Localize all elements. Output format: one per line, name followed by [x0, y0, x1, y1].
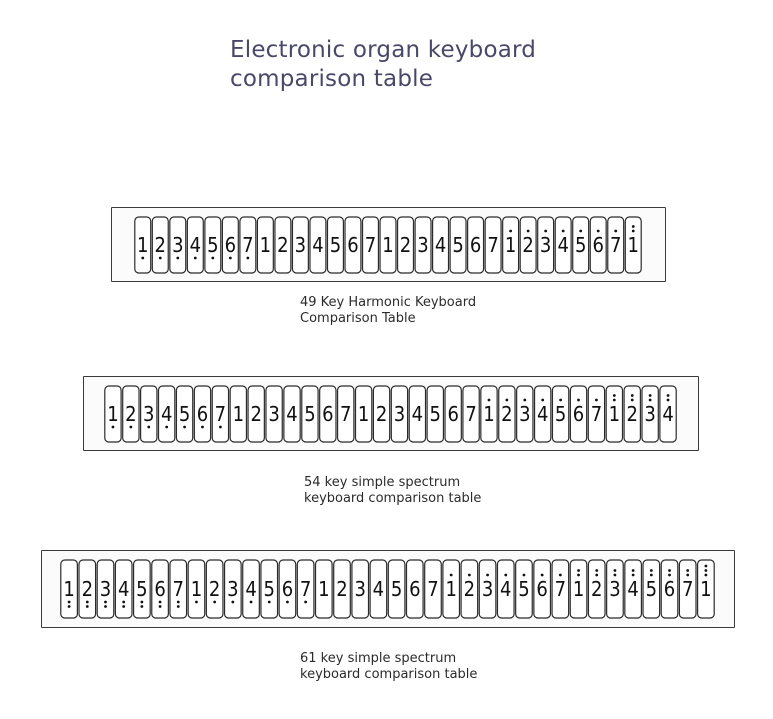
- key-number: 5: [178, 401, 191, 426]
- octave-dot-below: [195, 600, 198, 603]
- octave-dot-below: [176, 256, 179, 259]
- key-number: 2: [125, 401, 137, 426]
- key-number: 2: [399, 232, 412, 257]
- octave-dot-above: [668, 573, 671, 576]
- keys-svg-54: [84, 378, 697, 450]
- octave-dot-below: [104, 600, 107, 603]
- key: [415, 217, 431, 273]
- key: [517, 386, 533, 442]
- key: [284, 386, 300, 442]
- key: [230, 386, 246, 442]
- key-number: 7: [242, 232, 254, 257]
- key: [380, 217, 396, 273]
- key: [450, 217, 466, 273]
- key-number: 2: [501, 401, 513, 426]
- key: [642, 386, 658, 442]
- key: [123, 386, 139, 442]
- caption-49: [300, 295, 476, 327]
- key-number: 6: [447, 401, 459, 426]
- octave-dot-below: [86, 605, 89, 608]
- key: [433, 217, 449, 273]
- octave-dot-below: [122, 605, 125, 608]
- octave-dot-above: [577, 398, 580, 401]
- key: [327, 217, 343, 273]
- key: [443, 560, 460, 618]
- octave-dot-above: [559, 573, 562, 576]
- octave-dot-below: [159, 600, 162, 603]
- key-number: 4: [372, 576, 385, 601]
- octave-dot-above: [595, 573, 598, 576]
- key-number: 3: [393, 401, 406, 426]
- key: [212, 386, 228, 442]
- key-number: 6: [409, 576, 421, 601]
- key-number: 4: [500, 576, 512, 601]
- key: [535, 386, 551, 442]
- octave-dot-above: [649, 394, 652, 397]
- key-number: 7: [609, 232, 622, 257]
- title-line-2: comparison table: [230, 66, 434, 92]
- key: [370, 560, 387, 618]
- octave-dot-above: [705, 573, 708, 576]
- key: [425, 560, 442, 618]
- key: [243, 560, 260, 618]
- key-number: 4: [189, 232, 202, 257]
- octave-dot-above: [705, 569, 708, 572]
- key-number: 4: [245, 576, 257, 601]
- key: [320, 386, 336, 442]
- octave-dot-above: [613, 394, 616, 397]
- octave-dot-below: [213, 600, 216, 603]
- key: [625, 217, 641, 273]
- key-number: 1: [382, 232, 394, 257]
- key-number: 1: [259, 232, 272, 257]
- key: [135, 217, 151, 273]
- key-number: 3: [172, 232, 184, 257]
- octave-dot-above: [667, 394, 670, 397]
- octave-dot-below: [286, 600, 289, 603]
- key-number: 3: [519, 401, 531, 426]
- key-number: 2: [522, 232, 534, 257]
- octave-dot-above: [632, 573, 635, 576]
- key-number: 5: [429, 401, 441, 426]
- key: [373, 386, 389, 442]
- octave-dot-above: [527, 229, 530, 232]
- octave-dot-above: [523, 398, 526, 401]
- key-number: 3: [609, 576, 621, 601]
- octave-dot-above: [488, 398, 491, 401]
- octave-dot-above: [562, 229, 565, 232]
- caption-54-line-1: 54 key simple spectrum: [304, 475, 461, 490]
- octave-dot-below: [104, 605, 107, 608]
- key-number: 1: [700, 576, 712, 601]
- key-number: 1: [608, 401, 621, 426]
- octave-dot-below: [177, 605, 180, 608]
- octave-dot-below: [140, 605, 143, 608]
- octave-dot-above: [650, 569, 653, 572]
- octave-dot-above: [541, 398, 544, 401]
- caption-54-line-2: keyboard comparison table: [304, 491, 482, 506]
- octave-dot-below: [140, 600, 143, 603]
- octave-dot-below: [68, 600, 71, 603]
- key: [461, 560, 478, 618]
- key: [345, 217, 361, 273]
- octave-dot-above: [614, 229, 617, 232]
- key: [334, 560, 351, 618]
- octave-dot-above: [523, 573, 526, 576]
- key: [61, 560, 78, 618]
- key: [570, 560, 587, 618]
- key-number: 5: [263, 576, 275, 601]
- key: [248, 386, 264, 442]
- key-number: 5: [136, 576, 148, 601]
- key-number: 2: [375, 401, 388, 426]
- octave-dot-above: [450, 573, 453, 576]
- key: [679, 560, 696, 618]
- key: [391, 386, 407, 442]
- key-number: 7: [681, 576, 694, 601]
- octave-dot-above: [541, 573, 544, 576]
- key: [97, 560, 114, 618]
- key: [463, 386, 479, 442]
- octave-dot-above: [668, 569, 671, 572]
- key-number: 2: [591, 576, 603, 601]
- key-number: 1: [445, 576, 457, 601]
- key-number: 5: [304, 401, 316, 426]
- key: [363, 217, 379, 273]
- key-number: 6: [572, 401, 585, 426]
- octave-dot-below: [141, 256, 144, 259]
- octave-dot-above: [650, 573, 653, 576]
- key-number: 5: [390, 576, 403, 601]
- key-number: 4: [662, 401, 674, 426]
- octave-dot-below: [112, 425, 115, 428]
- key: [479, 560, 496, 618]
- key: [159, 386, 175, 442]
- octave-dot-above: [579, 229, 582, 232]
- key-number: 4: [160, 401, 173, 426]
- key: [607, 560, 624, 618]
- key-number: 1: [572, 576, 585, 601]
- octave-dot-below: [211, 256, 214, 259]
- key-number: 7: [172, 576, 184, 601]
- key: [206, 560, 223, 618]
- key: [590, 217, 606, 273]
- octave-dot-above: [505, 398, 508, 401]
- key: [427, 386, 443, 442]
- key-number: 6: [663, 576, 676, 601]
- octave-dot-above: [705, 564, 708, 567]
- key-number: 1: [137, 232, 149, 257]
- key-number: 4: [411, 401, 424, 426]
- key-number: 3: [644, 401, 656, 426]
- key: [261, 560, 278, 618]
- key: [266, 386, 282, 442]
- key: [279, 560, 296, 618]
- octave-dot-below: [147, 425, 150, 428]
- key: [468, 217, 484, 273]
- key: [292, 217, 308, 273]
- key-number: 6: [281, 576, 294, 601]
- key-number: 3: [481, 576, 494, 601]
- key-number: 7: [214, 401, 227, 426]
- octave-dot-above: [544, 229, 547, 232]
- caption-49-line-2: Comparison Table: [300, 311, 416, 326]
- key-number: 1: [627, 232, 639, 257]
- key: [170, 560, 187, 618]
- key-number: 2: [81, 576, 94, 601]
- octave-dot-below: [201, 425, 204, 428]
- octave-dot-above: [468, 573, 471, 576]
- key-number: 2: [626, 401, 638, 426]
- key-number: 7: [299, 576, 312, 601]
- key-number: 1: [504, 232, 517, 257]
- octave-dot-above: [667, 398, 670, 401]
- key: [538, 217, 554, 273]
- key: [661, 560, 678, 618]
- key-number: 1: [232, 401, 245, 426]
- octave-dot-below: [219, 425, 222, 428]
- key: [698, 560, 715, 618]
- key-number: 3: [227, 576, 239, 601]
- keyboard-strip-61: [41, 550, 735, 628]
- key: [338, 386, 354, 442]
- key-number: 1: [63, 576, 75, 601]
- octave-dot-below: [246, 256, 249, 259]
- key: [316, 560, 333, 618]
- key: [141, 386, 157, 442]
- key-number: 5: [574, 232, 587, 257]
- octave-dot-above: [632, 229, 635, 232]
- key-number: 6: [347, 232, 359, 257]
- key-number: 5: [518, 576, 530, 601]
- key: [570, 386, 586, 442]
- octave-dot-above: [486, 573, 489, 576]
- key: [105, 386, 121, 442]
- key-number: 7: [487, 232, 499, 257]
- key-number: 4: [312, 232, 324, 257]
- key: [503, 217, 519, 273]
- key: [222, 217, 238, 273]
- key: [152, 217, 168, 273]
- key: [499, 386, 515, 442]
- keyboard-strip-49: [111, 207, 666, 282]
- caption-49-line-1: 49 Key Harmonic Keyboard: [300, 295, 477, 310]
- key-number: 3: [99, 576, 112, 601]
- key: [624, 386, 640, 442]
- octave-dot-above: [595, 569, 598, 572]
- octave-dot-below: [68, 605, 71, 608]
- key-number: 3: [539, 232, 552, 257]
- octave-dot-below: [86, 600, 89, 603]
- key: [552, 560, 569, 618]
- key: [388, 560, 405, 618]
- key: [520, 217, 536, 273]
- key-number: 5: [645, 576, 658, 601]
- key: [398, 217, 414, 273]
- octave-dot-below: [177, 600, 180, 603]
- octave-dot-below: [229, 256, 232, 259]
- key-number: 6: [154, 576, 166, 601]
- key-number: 5: [207, 232, 219, 257]
- key: [588, 560, 605, 618]
- caption-61-line-1: 61 key simple spectrum: [300, 651, 457, 666]
- octave-dot-above: [631, 394, 634, 397]
- key-number: 6: [224, 232, 237, 257]
- key: [409, 386, 425, 442]
- key-number: 2: [154, 232, 167, 257]
- key-number: 7: [465, 401, 477, 426]
- key-number: 7: [590, 401, 603, 426]
- key: [297, 560, 314, 618]
- key: [608, 217, 624, 273]
- key: [516, 560, 533, 618]
- key: [176, 386, 192, 442]
- caption-61-line-2: keyboard comparison table: [300, 667, 478, 682]
- key-number: 6: [592, 232, 604, 257]
- key-number: 2: [277, 232, 289, 257]
- octave-dot-above: [613, 398, 616, 401]
- octave-dot-above: [577, 569, 580, 572]
- octave-dot-above: [577, 573, 580, 576]
- keys-svg-61: [42, 552, 733, 627]
- octave-dot-below: [231, 600, 234, 603]
- octave-dot-above: [686, 573, 689, 576]
- key-number: 7: [340, 401, 352, 426]
- key: [225, 560, 242, 618]
- octave-dot-above: [504, 573, 507, 576]
- key-number: 2: [208, 576, 221, 601]
- key: [625, 560, 642, 618]
- octave-dot-below: [159, 256, 162, 259]
- octave-dot-below: [250, 600, 253, 603]
- key: [134, 560, 151, 618]
- key-number: 4: [536, 401, 549, 426]
- key: [79, 560, 96, 618]
- octave-dot-below: [122, 600, 125, 603]
- key-number: 2: [463, 576, 476, 601]
- octave-dot-above: [632, 569, 635, 572]
- key-number: 1: [483, 401, 495, 426]
- key: [310, 217, 326, 273]
- keyboard-strip-54: [83, 376, 699, 451]
- key-number: 5: [329, 232, 342, 257]
- caption-61: [300, 651, 477, 683]
- key-number: 3: [354, 576, 366, 601]
- key: [152, 560, 169, 618]
- octave-dot-below: [165, 425, 168, 428]
- key-number: 7: [427, 576, 439, 601]
- octave-dot-below: [129, 425, 132, 428]
- key-number: 3: [268, 401, 280, 426]
- key-number: 4: [557, 232, 569, 257]
- key-number: 1: [357, 401, 370, 426]
- key-number: 7: [554, 576, 567, 601]
- key-number: 4: [286, 401, 298, 426]
- key: [194, 386, 210, 442]
- key-number: 6: [536, 576, 548, 601]
- key: [497, 560, 514, 618]
- key: [588, 386, 604, 442]
- key: [555, 217, 571, 273]
- octave-dot-below: [183, 425, 186, 428]
- octave-dot-above: [614, 573, 617, 576]
- key-number: 6: [322, 401, 334, 426]
- key: [660, 386, 676, 442]
- key: [481, 386, 497, 442]
- key-number: 3: [417, 232, 429, 257]
- octave-dot-above: [686, 569, 689, 572]
- key-number: 5: [554, 401, 567, 426]
- key-number: 1: [190, 576, 203, 601]
- octave-dot-above: [631, 398, 634, 401]
- key: [573, 217, 589, 273]
- title-line-1: Electronic organ keyboard: [230, 37, 537, 63]
- octave-dot-below: [304, 600, 307, 603]
- octave-dot-above: [632, 225, 635, 228]
- key: [643, 560, 660, 618]
- key: [170, 217, 186, 273]
- key-number: 6: [469, 232, 482, 257]
- octave-dot-below: [268, 600, 271, 603]
- octave-dot-above: [649, 398, 652, 401]
- key: [187, 217, 203, 273]
- key: [205, 217, 221, 273]
- key: [406, 560, 423, 618]
- page-title: [230, 36, 560, 94]
- keys-svg-49: [112, 209, 664, 281]
- octave-dot-above: [597, 229, 600, 232]
- key: [115, 560, 132, 618]
- key: [355, 386, 371, 442]
- key: [302, 386, 318, 442]
- octave-dot-above: [614, 569, 617, 572]
- key-number: 3: [294, 232, 307, 257]
- key: [275, 217, 291, 273]
- key-number: 4: [434, 232, 447, 257]
- key-number: 7: [364, 232, 377, 257]
- key-number: 3: [143, 401, 155, 426]
- key-number: 4: [117, 576, 130, 601]
- key: [485, 217, 501, 273]
- key: [534, 560, 551, 618]
- key-number: 1: [107, 401, 119, 426]
- key-number: 4: [627, 576, 639, 601]
- key-number: 6: [196, 401, 209, 426]
- key: [606, 386, 622, 442]
- key-number: 1: [318, 576, 330, 601]
- octave-dot-above: [595, 398, 598, 401]
- key-number: 2: [336, 576, 348, 601]
- key: [445, 386, 461, 442]
- octave-dot-below: [194, 256, 197, 259]
- key: [352, 560, 369, 618]
- key: [552, 386, 568, 442]
- key: [257, 217, 273, 273]
- octave-dot-below: [159, 605, 162, 608]
- octave-dot-above: [559, 398, 562, 401]
- key-number: 2: [250, 401, 262, 426]
- key: [240, 217, 256, 273]
- key-number: 5: [452, 232, 464, 257]
- caption-54: [304, 475, 481, 507]
- octave-dot-above: [509, 229, 512, 232]
- key: [188, 560, 205, 618]
